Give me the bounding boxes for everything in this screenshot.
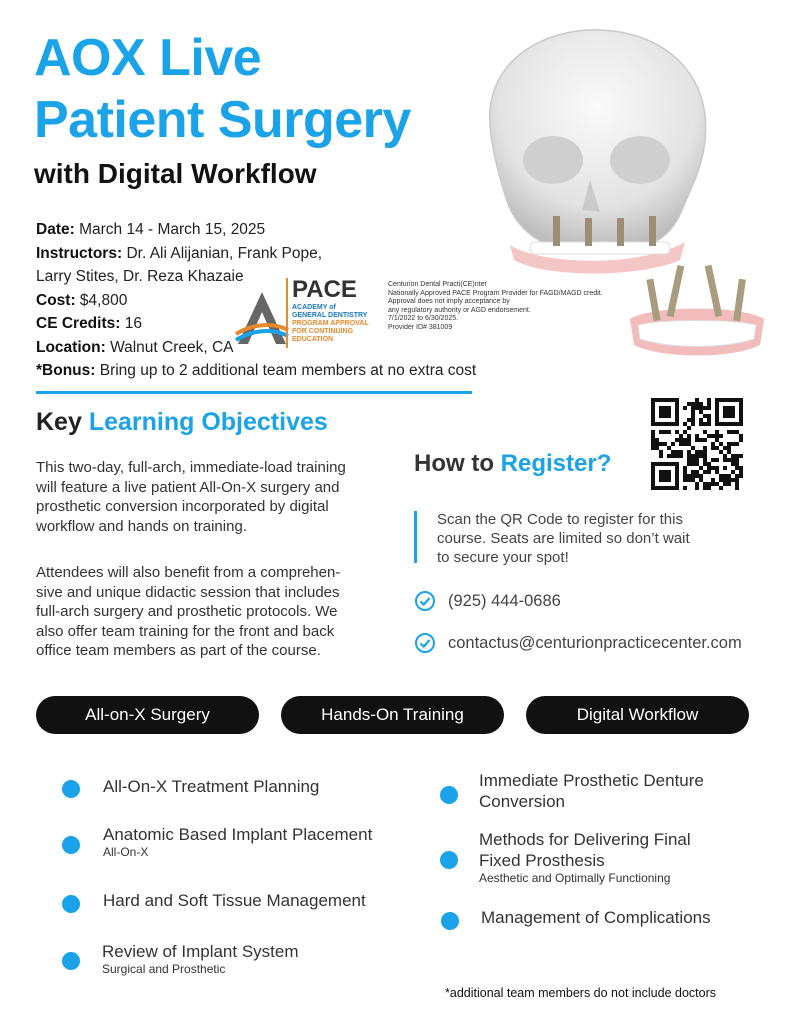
topic-complications: Management of Complications	[481, 908, 711, 927]
implant-arch-illustration	[622, 253, 772, 358]
email-address[interactable]: contactus@centurionpracticecenter.com	[448, 633, 742, 652]
topic-denture-conversion: Immediate Prosthetic Denture Conversion	[479, 771, 704, 811]
phone-contact[interactable]	[414, 590, 561, 612]
subtitle: with Digital Workflow	[34, 158, 317, 189]
bullet-dot	[62, 836, 80, 854]
topic-tissue-management: Hard and Soft Tissue Management	[103, 891, 366, 910]
bullet-dot	[441, 912, 459, 930]
ce-credits-line: CE Credits: 16	[36, 315, 142, 332]
pace-approval-text: Centurion Dental Practi(CE)nter Nationally Approved PACE Program Provider for FAGD/MAGD credit. Approval does not imply acceptance by any regulatory authority or AGD endorsement. 7/1/2022 to 6/30/2025. Provider ID# 381009	[388, 281, 603, 331]
pill-hands-on-training: Hands-On Training	[281, 696, 504, 734]
register-text: Scan the QR Code to register for this course. Seats are limited so don’t wait to secure your spot!	[437, 511, 690, 566]
topic-treatment-planning: All-On-X Treatment Planning	[103, 777, 320, 796]
pill-all-on-x-surgery: All-on-X Surgery	[36, 696, 259, 734]
footnote: *additional team members do not include doctors	[445, 986, 716, 1000]
register-qr-code[interactable]	[651, 398, 743, 490]
pace-divider	[286, 278, 288, 348]
objectives-paragraph-1: This two-day, full-arch, immediate-load training will feature a live patient All-On-X surgery and prosthetic conversion incorporated by digital workflow and hands on training.	[36, 459, 346, 535]
agd-a-icon	[234, 288, 290, 348]
date-line: Date: March 14 - March 15, 2025	[36, 221, 266, 238]
bullet-dot	[62, 952, 80, 970]
email-contact[interactable]	[414, 632, 742, 654]
bonus-line: *Bonus: Bring up to 2 additional team members at no extra cost	[36, 362, 477, 379]
cost-line: Cost: $4,800	[36, 291, 128, 309]
topic-implant-placement: Anatomic Based Implant Placement All-On-X	[103, 825, 373, 859]
pill-digital-workflow: Digital Workflow	[526, 696, 749, 734]
pace-logo-subtext: ACADEMY of GENERAL DENTISTRY PROGRAM APPROVAL FOR CONTINUING EDUCATION	[292, 304, 369, 343]
bullet-dot	[62, 895, 80, 913]
objectives-heading: Key Learning Objectives	[36, 408, 328, 436]
objectives-paragraph-2: Attendees will also benefit from a comprehen- sive and unique didactic session that includes full-arch surgery and prosthetic protocols. We also offer team training for the front and back office team members as part of the course.	[36, 564, 341, 659]
bullet-dot	[62, 780, 80, 798]
register-heading: How to Register?	[414, 450, 612, 477]
phone-number[interactable]: (925) 444-0686	[448, 591, 561, 610]
location-line: Location: Walnut Creek, CA	[36, 338, 234, 356]
check-circle-icon	[414, 590, 436, 612]
register-accent-bar	[414, 511, 417, 563]
instructors-line: Instructors: Dr. Ali Alijanian, Frank Pope,	[36, 244, 323, 262]
title-line-1: AOX Live	[34, 29, 262, 87]
section-divider	[36, 391, 472, 394]
pace-logo-word: PACE	[292, 276, 357, 303]
bullet-dot	[440, 786, 458, 804]
instructors-line-2: Larry Stites, Dr. Reza Khazaie	[36, 268, 244, 285]
topic-implant-system: Review of Implant System Surgical and Prosthetic	[102, 942, 299, 976]
topic-final-prosthesis: Methods for Delivering Final Fixed Prosthesis Aesthetic and Optimally Functioning	[479, 830, 691, 885]
check-circle-icon	[414, 632, 436, 654]
title-line-2: Patient Surgery	[34, 91, 411, 149]
pace-logo	[232, 278, 392, 348]
bullet-dot	[440, 851, 458, 869]
